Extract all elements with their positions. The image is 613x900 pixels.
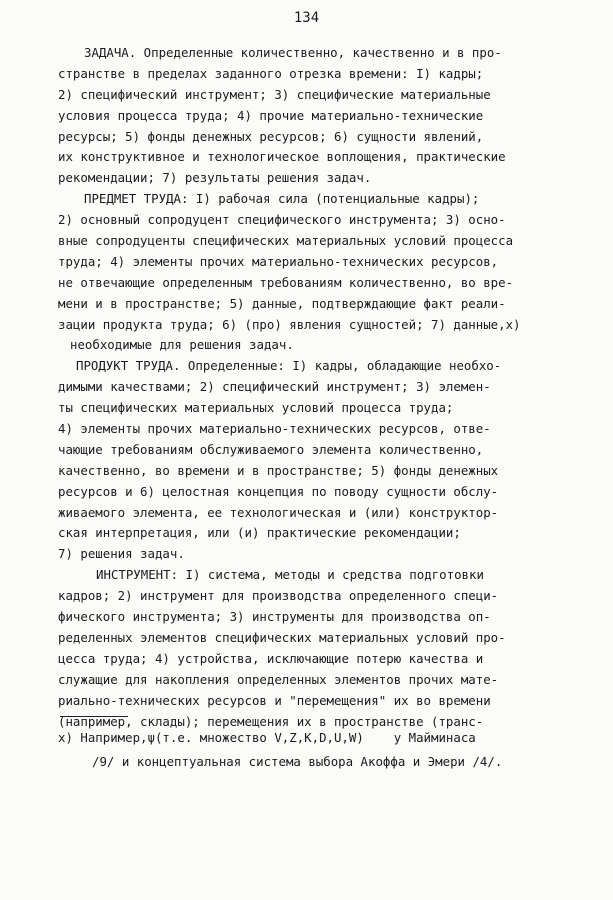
paragraph-line: живаемого элемента, ее технологическая и (или) конструктор-: [58, 504, 499, 520]
paragraph-line: риально-технических ресурсов и "перемещения" их во времени: [58, 692, 491, 708]
footnote-divider: [60, 716, 128, 717]
paragraph-line: необходимые для решения задач.: [70, 337, 294, 353]
paragraph-line: качественно, во времени и в пространстве; 5) фонды денежных: [58, 462, 499, 478]
paragraph-line: 4) элементы прочих материально-технических ресурсов, отве-: [58, 421, 491, 437]
footnote-line: /9/ и концептуальная система выбора Акоффа и Эмери /4/.: [92, 754, 503, 769]
paragraph-line: вные сопродуценты специфических материальных условий процесса: [58, 233, 514, 249]
paragraph-line: ресурсов и 6) целостная концепция по поводу сущности обслу-: [58, 483, 499, 499]
paragraph-line: ЗАДАЧА. Определенные количественно, качественно и в про-: [84, 45, 502, 60]
paragraph-line: цесса труда; 4) устройства, исключающие потерю качества и: [58, 650, 484, 666]
paragraph-line: не отвечающие определенным требованиям количественно, во вре-: [58, 274, 514, 290]
paragraph-line: кадров; 2) инструмент для производства определенного специ-: [58, 588, 499, 604]
main-text: [58, 43, 521, 732]
paragraph-line: ты специфических материальных условий процесса труда;: [58, 400, 454, 416]
paragraph-line: мени и в пространстве; 5) данные, подтверждающие факт реали-: [58, 295, 506, 311]
paragraph-line: зации продукта труда; 6) (про) явления сущностей; 7) данные,x): [58, 316, 521, 332]
paragraph-line: 7) решения задач.: [58, 546, 185, 562]
paragraph-line: ПРОДУКТ ТРУДА. Определенные: I) кадры, обладающие необхо-: [76, 358, 502, 374]
paragraph-line: фического инструмента; 3) инструменты для производства оп-: [58, 609, 491, 625]
paragraph-line: (например, склады); перемещения их в пространстве (транс-: [58, 713, 484, 729]
page-number: 134: [293, 10, 320, 26]
paragraph-line: служащие для накопления определенных элементов прочих мате-: [58, 671, 499, 687]
paragraph-line: 2) основный сопродуцент специфического инструмента; 3) осно-: [58, 212, 506, 228]
paragraph-line: ИНСТРУМЕНТ: I) система, методы и средства подготовки: [96, 567, 484, 583]
paragraph-line: рекомендации; 7) результаты решения задач.: [58, 170, 372, 186]
footnote-line: x) Например,ψ(т.е. множество V,Z,K,D,U,W) у Майминаса: [58, 730, 476, 745]
paragraph-line: чающие требованиям обслуживаемого элемента количественно,: [58, 441, 484, 457]
paragraph-line: их конструктивное и технологическое воплощения, практические: [58, 149, 506, 165]
paragraph-line: ская интерпретация, или (и) практические рекомендации;: [58, 525, 461, 541]
paragraph-line: ределенных элементов специфических материальных условий про-: [58, 629, 506, 645]
paragraph-line: условия процесса труда; 4) прочие материально-технические: [58, 107, 484, 123]
paragraph-line: 2) специфический инструмент; 3) специфические материальные: [58, 86, 491, 102]
paragraph-line: ресурсы; 5) фонды денежных ресурсов; 6) сущности явлений,: [58, 128, 484, 144]
paragraph-line: ПРЕДМЕТ ТРУДА: I) рабочая сила (потенциальные кадры);: [84, 191, 480, 207]
paragraph-line: странстве в пределах заданного отрезка времени: I) кадры;: [58, 65, 484, 81]
paragraph-line: труда; 4) элементы прочих материально-технических ресурсов,: [58, 253, 499, 269]
paragraph-line: димыми качествами; 2) специфический инструмент; 3) элемен-: [58, 379, 491, 395]
